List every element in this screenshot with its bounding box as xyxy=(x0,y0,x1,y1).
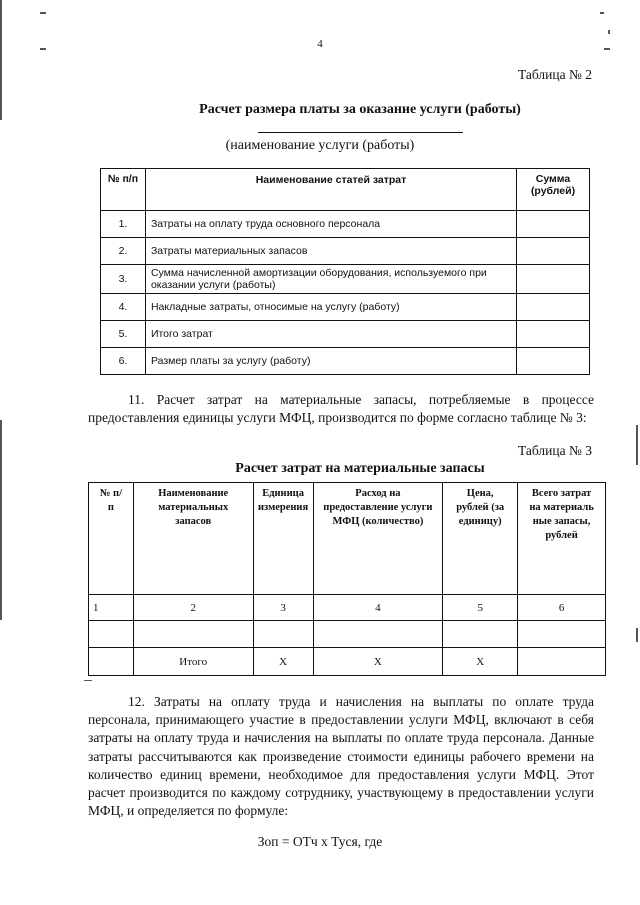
scan-mark xyxy=(84,680,92,681)
t3-cell xyxy=(89,621,134,648)
t2-row-sum xyxy=(517,238,590,265)
t2-row-name: Итого затрат xyxy=(145,321,516,348)
t3-cell xyxy=(89,648,134,676)
t3-header-num: № п/п xyxy=(89,483,134,595)
t3-cell xyxy=(518,621,606,648)
t2-row-num: 3. xyxy=(101,265,146,294)
paragraph-12: 12. Затраты на оплату труда и начисления на выплаты по оплате труда персонала, принимающего участие в предоставлении услуги МФЦ, включают в себя затраты на оплату труда и начисления на выплаты по оплате труда персонала. Данные затраты рассчитываются как произведение стоимости единицы рабочего времени на количество единиц времени, необходимое для предоставления услуги МФЦ. Этот расчет производится по каждому сотруднику, участвующему в предоставлении услуги МФЦ, и определяется по формуле: xyxy=(88,694,594,819)
table-row xyxy=(101,294,590,321)
t3-cell: 1 xyxy=(89,595,134,621)
service-caption: (наименование услуги (работы) xyxy=(225,138,415,153)
materials-table xyxy=(88,482,606,676)
t2-row-name: Затраты материальных запасов xyxy=(145,238,516,265)
table3-label: Таблица № 3 xyxy=(518,443,592,458)
t3-cell: 2 xyxy=(133,595,253,621)
t3-cell: X xyxy=(313,648,443,676)
t2-row-name: Сумма начисленной амортизации оборудования, используемого при оказании услуги (работы) xyxy=(145,265,516,294)
t3-cell: 3 xyxy=(253,595,313,621)
t3-cell xyxy=(518,648,606,676)
t3-cell: Итого xyxy=(133,648,253,676)
t2-row-sum xyxy=(517,321,590,348)
service-name-line xyxy=(258,132,463,133)
page-number: 4 xyxy=(317,38,323,50)
paragraph-11: 11. Расчет затрат на материальные запасы, потребляемые в процессе предоставления единицы услуги МФЦ, производится по форме согласно таблице № 3: xyxy=(88,392,594,426)
scan-mark xyxy=(636,628,638,642)
table-row xyxy=(101,211,590,238)
t3-cell xyxy=(443,621,518,648)
scan-mark xyxy=(40,12,46,14)
t3-cell: 6 xyxy=(518,595,606,621)
t2-header-num: № п/п xyxy=(101,169,146,211)
t3-cell: 4 xyxy=(313,595,443,621)
t2-row-name: Накладные затраты, относимые на услугу (работу) xyxy=(145,294,516,321)
t3-cell: X xyxy=(443,648,518,676)
t3-header-name: Наименование материальных запасов xyxy=(133,483,253,595)
t3-cell: X xyxy=(253,648,313,676)
table2-label: Таблица № 2 xyxy=(518,67,592,82)
table-row xyxy=(101,238,590,265)
t2-row-name: Размер платы за услугу (работу) xyxy=(145,348,516,375)
t2-row-sum xyxy=(517,294,590,321)
table-row xyxy=(89,595,606,621)
t3-cell xyxy=(253,621,313,648)
t3-header-usage: Расход на предоставление услуги МФЦ (количество) xyxy=(313,483,443,595)
table-row xyxy=(89,621,606,648)
t2-row-sum xyxy=(517,211,590,238)
cost-items-table xyxy=(100,168,590,375)
t3-cell: 5 xyxy=(443,595,518,621)
t2-row-num: 2. xyxy=(101,238,146,265)
scan-mark xyxy=(636,425,638,465)
t3-cell xyxy=(133,621,253,648)
t2-row-num: 6. xyxy=(101,348,146,375)
scan-mark xyxy=(600,12,604,14)
scan-mark xyxy=(608,30,610,34)
t2-row-name: Затраты на оплату труда основного персонала xyxy=(145,211,516,238)
t2-row-sum xyxy=(517,265,590,294)
table2-title: Расчет размера платы за оказание услуги (работы) xyxy=(199,102,521,117)
scan-mark xyxy=(0,420,2,620)
t3-cell xyxy=(313,621,443,648)
t2-header-sum: Сумма (рублей) xyxy=(517,169,590,211)
table-row xyxy=(101,348,590,375)
t3-header-price: Цена, рублей (за единицу) xyxy=(443,483,518,595)
t2-row-sum xyxy=(517,348,590,375)
table-row xyxy=(101,321,590,348)
t3-header-total: Всего затрат на материаль ные запасы, рублей xyxy=(518,483,606,595)
table3-title-display: Расчет затрат на материальные запасы xyxy=(235,461,485,476)
t2-row-num: 5. xyxy=(101,321,146,348)
t3-header-unit: Единица измерения xyxy=(253,483,313,595)
t2-header-name: Наименование статей затрат xyxy=(145,169,516,211)
formula: Зоп = ОТч x Туся, где xyxy=(257,834,383,849)
t2-row-num: 1. xyxy=(101,211,146,238)
t2-row-num: 4. xyxy=(101,294,146,321)
table-row xyxy=(101,265,590,294)
table-row xyxy=(89,648,606,676)
